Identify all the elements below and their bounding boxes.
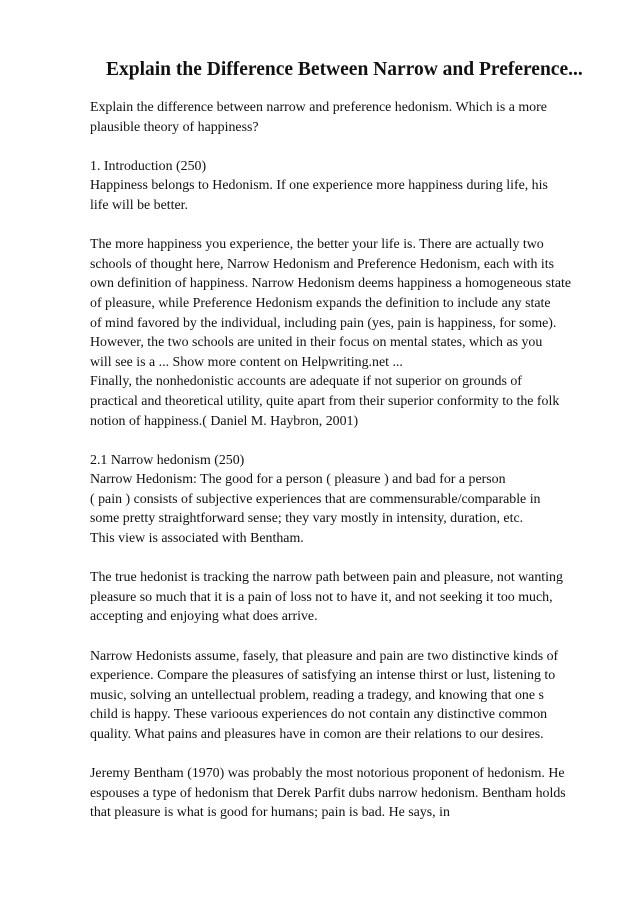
text-line: own definition of happiness. Narrow Hedonism deems happiness a homogeneous state (90, 276, 572, 292)
text-line: experience. Compare the pleasures of satisfying an intense thirst or lust, listening to (90, 668, 556, 684)
paragraph-bentham (90, 764, 598, 823)
text-line: practical and theoretical utility, quite apart from their superior conformity to the folk (90, 393, 560, 409)
text-line: The true hedonist is tracking the narrow path between pain and pleasure, not wanting (90, 570, 563, 586)
paragraph-schools (90, 235, 598, 431)
text-line: plausible theory of happiness? (90, 119, 259, 135)
text-line: Jeremy Bentham (1970) was probably the most notorious proponent of hedonism. He (90, 766, 565, 782)
text-line: notion of happiness.( Daniel M. Haybron, 2001) (90, 413, 359, 429)
section-heading-line: 2.1 Narrow hedonism (250) (90, 452, 245, 468)
text-line: pleasure so much that it is a pain of loss not to have it, and not seeking it too much, (90, 589, 553, 605)
paragraph-narrow-hedonists (90, 647, 598, 745)
text-line: that pleasure is what is good for humans; pain is bad. He says, in (90, 805, 450, 821)
text-line: However, the two schools are united in their focus on mental states, which as you (90, 335, 543, 351)
text-line: Explain the difference between narrow and preference hedonism. Which is a more (90, 100, 547, 115)
text-line: Narrow Hedonists assume, fasely, that pleasure and pain are two distinctive kinds of (90, 648, 559, 664)
text-line: espouses a type of hedonism that Derek Parfit dubs narrow hedonism. Bentham holds (90, 785, 566, 801)
text-line: quality. What pains and pleasures have in comon are their relations to our desires. (90, 727, 544, 742)
text-line: of mind favored by the individual, including pain (yes, pain is happiness, for some). (90, 315, 557, 331)
text-line: Happiness belongs to Hedonism. If one experience more happiness during life, his (90, 178, 548, 194)
text-line: Narrow Hedonism: The good for a person ( pleasure ) and bad for a person (90, 472, 506, 488)
paragraph-question (90, 98, 598, 137)
text-line: Finally, the nonhedonistic accounts are adequate if not superior on grounds of (90, 374, 522, 390)
text-line: ( pain ) consists of subjective experiences that are commensurable/comparable in (90, 491, 541, 507)
section-heading-line: 1. Introduction (250) (90, 158, 207, 174)
document-body (90, 98, 598, 823)
text-line: The more happiness you experience, the better your life is. There are actually two (90, 237, 544, 253)
paragraph-introduction (90, 157, 598, 216)
text-line: music, solving an untellectual problem, reading a tradegy, and knowing that one s (90, 687, 544, 703)
text-line: life will be better. (90, 197, 188, 213)
text-line: child is happy. These varioous experiences do not contain any distinctive common (90, 707, 548, 723)
text-line: accepting and enjoying what does arrive. (90, 609, 318, 625)
text-line: This view is associated with Bentham. (90, 531, 304, 547)
paragraph-true-hedonist (90, 568, 598, 627)
show-more-line: will see is a ... Show more content on Helpwriting.net ... (90, 354, 403, 370)
text-line: some pretty straightforward sense; they vary mostly in intensity, duration, etc. (90, 511, 524, 527)
paragraph-narrow-hedonism (90, 451, 598, 549)
text-line: schools of thought here, Narrow Hedonism and Preference Hedonism, each with its (90, 256, 555, 272)
text-line: of pleasure, while Preference Hedonism expands the definition to include any state (90, 295, 551, 311)
document-title: Explain the Difference Between Narrow and Preference... (106, 59, 583, 80)
